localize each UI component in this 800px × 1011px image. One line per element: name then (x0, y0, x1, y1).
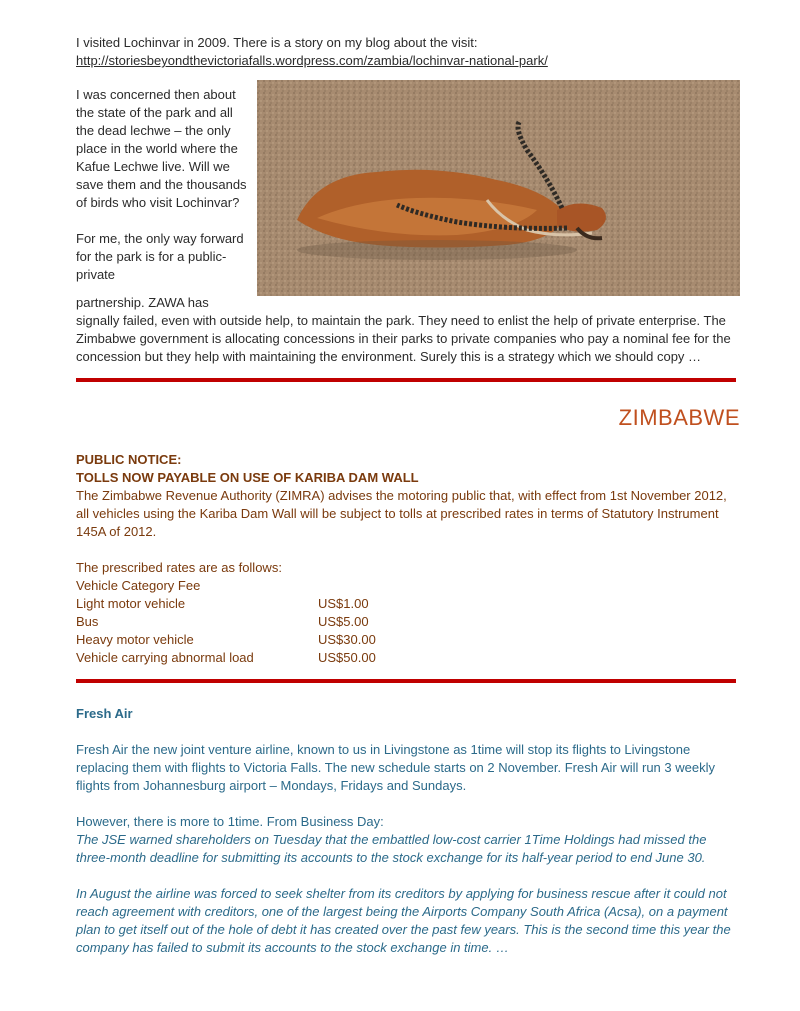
notice-heading-line1: PUBLIC NOTICE: (76, 452, 182, 467)
page (76, 34, 740, 957)
fresh-air-section (76, 705, 740, 957)
rates-header: Vehicle Category Fee (76, 578, 201, 593)
kariba-notice (76, 451, 740, 667)
fresh-air-heading: Fresh Air (76, 706, 133, 721)
rates-intro: The prescribed rates are as follows: (76, 560, 282, 575)
table-row (76, 649, 376, 667)
rate-category: Bus (76, 614, 99, 629)
rates-table (76, 595, 376, 667)
lochinvar-para1: I was concerned then about the state of the park and all the dead lechwe – the only place in the world where the Kafue Lechwe live. Will we save them and the thousands of birds who visit Lochinvar? (76, 87, 247, 210)
section-divider (76, 378, 736, 382)
zimbabwe-title: ZIMBABWE (618, 405, 740, 430)
section-divider (76, 679, 736, 683)
rate-fee: US$5.00 (318, 614, 369, 629)
rate-category: Heavy motor vehicle (76, 632, 194, 647)
rate-category: Vehicle carrying abnormal load (76, 650, 254, 665)
rate-fee: US$30.00 (318, 632, 376, 647)
fresh-air-para2: However, there is more to 1time. From Business Day: (76, 814, 384, 829)
lochinvar-section (76, 86, 740, 366)
table-row (76, 595, 376, 613)
blog-link[interactable]: http://storiesbeyondthevictoriafalls.wordpress.com/zambia/lochinvar-national-park/ (76, 53, 548, 68)
intro-block (76, 34, 740, 70)
business-day-quote2: In August the airline was forced to seek shelter from its creditors by applying for business rescue after it could not reach agreement with creditors, one of the largest being the Airports Company South Africa (Acsa), on a payment plan to get itself out of the hole of debt it has created over the past few years. This is the second time this year the company has failed to submit its accounts to the stock exchange in time. … (76, 886, 731, 955)
lochinvar-column (76, 86, 251, 284)
lochinvar-para2-rest: partnership. ZAWA has signally failed, even with outside help, to maintain the park. They need to enlist the help of private enterprise. The Zimbabwe government is allocating concessions in their parks to private companies who pay a nominal fee for the concession but they help with maintaining the environment. Surely this is a strategy which we should copy … (76, 295, 731, 364)
rate-fee: US$1.00 (318, 596, 369, 611)
dead-lechwe-photo (257, 80, 740, 296)
table-row (76, 631, 376, 649)
notice-body: The Zimbabwe Revenue Authority (ZIMRA) advises the motoring public that, with effect from 1st November 2012, all vehicles using the Kariba Dam Wall will be subject to tolls at prescribed rates in terms of Statutory Instrument 145A of 2012. (76, 488, 727, 539)
notice-heading-line2: TOLLS NOW PAYABLE ON USE OF KARIBA DAM WALL (76, 470, 419, 485)
table-row (76, 613, 376, 631)
business-day-quote1: The JSE warned shareholders on Tuesday that the embattled low-cost carrier 1Time Holdings had missed the three-month deadline for submitting its accounts to the stock exchange for its half-year period to end June 30. (76, 832, 707, 865)
rate-fee: US$50.00 (318, 650, 376, 665)
fresh-air-para1: Fresh Air the new joint venture airline, known to us in Livingstone as 1time will stop its flights to Livingstone replacing them with flights to Victoria Falls. The new schedule starts on 2 November. Fresh Air will run 3 weekly flights from Johannesburg airport – Mondays, Fridays and Sundays. (76, 742, 715, 793)
notice-heading (76, 451, 740, 487)
rate-category: Light motor vehicle (76, 596, 186, 611)
intro-text: I visited Lochinvar in 2009. There is a story on my blog about the visit: (76, 35, 478, 50)
lochinvar-para2-start: For me, the only way forward for the park is for a public-private (76, 231, 244, 282)
